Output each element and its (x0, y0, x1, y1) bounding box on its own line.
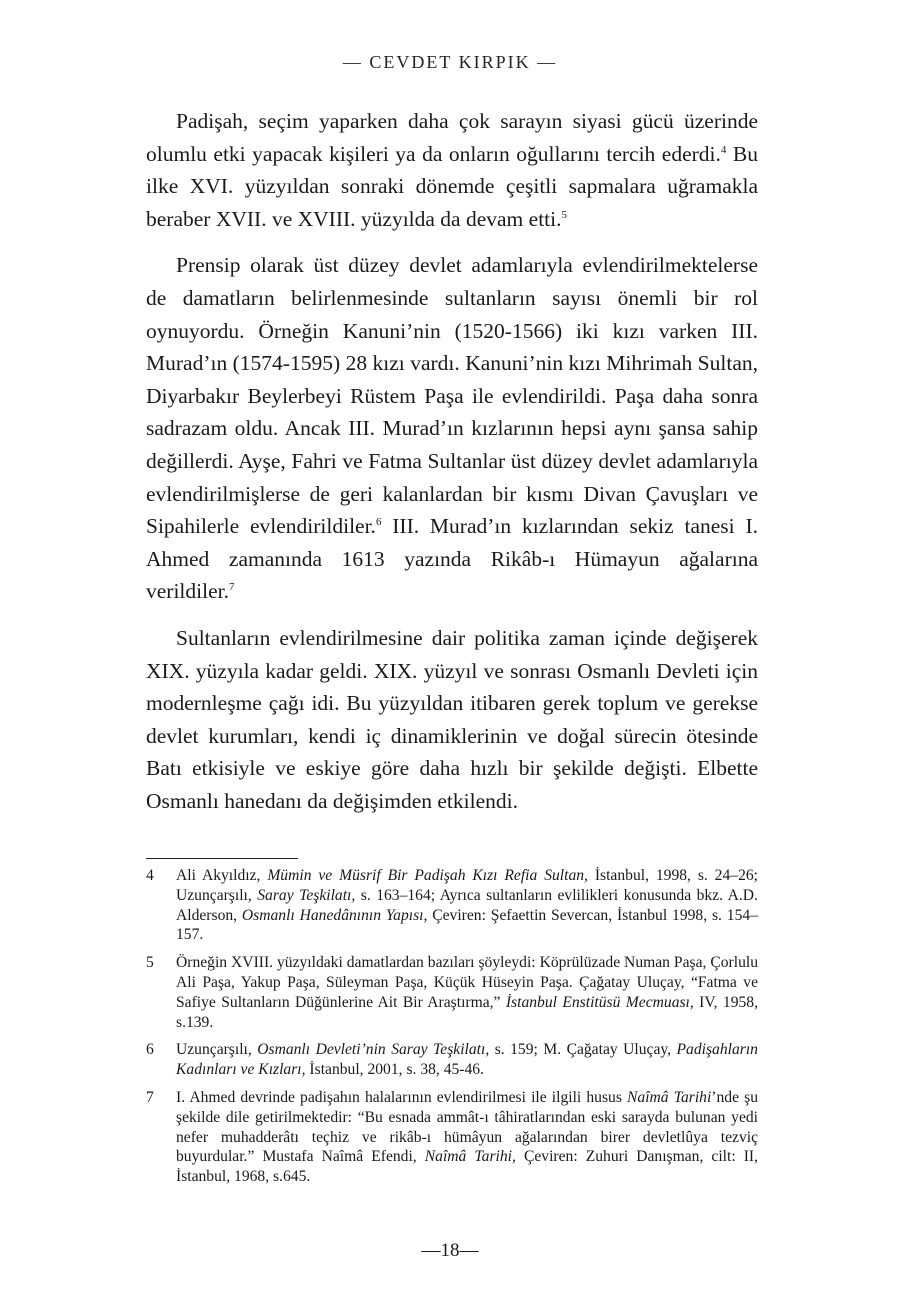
footnote-segment: s. 159; M. Çağatay Uluçay, (489, 1041, 677, 1059)
footnote-title: Naîmâ Tarihi, (424, 1148, 516, 1166)
footnote-number: 5 (146, 954, 154, 972)
paragraph-text: Sultanların evlendirilmesine dair politika zaman içinde değişerek XIX. yüzyıla kadar geldi. XIX. yüzyıl ve sonrası Osmanlı Devleti için modernleşme çağı idi. Bu yüzyıldan itibaren gerek toplum ve gerekse devlet kurumları, kendi iç dinamiklerinin ve doğal sürecin ötesinde Batı etkisiyle ve eskiye göre daha hızlı bir şekilde değişti. Elbette Osmanlı hanedanı da değişimden etkilendi. (146, 625, 758, 813)
footnote-segment: s. 163–164; Ayrıca sultanların evlilikleri konusunda bkz. A.D. Alderson, (176, 886, 758, 924)
footnote-title: Osmanlı Devleti’nin Saray Teşkilatı, (257, 1041, 490, 1059)
running-head: — CEVDET KIRPIK — (342, 52, 558, 72)
footnote-title: Mümin ve Müsrif Bir Padişah Kızı Refia Sultan, (267, 867, 588, 884)
footnote-title: İstanbul Enstitüsü Mecmuası, (505, 993, 694, 1011)
footnote-ref: 4 (720, 143, 727, 156)
paragraph-text: Prensip olarak üst düzey devlet adamlarıyla evlendirilmektelerse de damatların belirlenmesinde sultanların sayısı önemli bir rol oynuyordu. Örneğin Kanuni’nin (1520-1566) iki kızı varken III. Murad’ın (1574-1595) 28 kızı vardı. Kanuni’nin kızı Mihrimah Sultan, Diyarbakır Beylerbeyi Rüstem Paşa ile evlendirildi. Paşa daha sonra sadrazam oldu. Ancak III. Murad’ın kızlarının hepsi aynı şansa sahip değillerdi. Ayşe, Fahri ve Fatma Sultanlar üst düzey devlet adamlarıyla evlendirilmişlerse de geri kalanlardan bir kısmı Divan Çavuşları ve Sipahilerle evlendirildiler. (146, 253, 758, 539)
paragraph-1 (146, 105, 758, 235)
footnote-segment: IV, 1958, s.139. (176, 993, 759, 1031)
footnote-6 (146, 1040, 758, 1080)
body-text (146, 105, 758, 831)
footnote-segment: Çeviren: Şefaettin Severcan, İstanbul 1998, s. 154–157. (176, 906, 758, 944)
paragraph-text: Bu ilke XVI. yüzyıldan sonraki dönemde çeşitli sapmalara uğramakla beraber XVII. ve XVIII. yüzyılda da devam etti. (146, 141, 758, 231)
footnote-segment: Uzunçarşılı, (176, 1041, 258, 1059)
footnote-ref: 6 (375, 515, 382, 528)
footnote-segment: I. Ahmed devrinde padişahın halalarının evlendirilmesi ile ilgili husus (176, 1088, 628, 1106)
footnote-segment: Örneğin XVIII. yüzyıldaki damatlardan bazıları şöyleydi: Köprülüzade Numan Paşa, Çorlulu Ali Paşa, Yakup Paşa, Süleyman Paşa, Küçük Hüseyin Paşa. Çağatay Uluçay, “Fatma ve Safiye Sultanların Düğünlerine Ait Bir Araştırma,” (176, 954, 758, 1011)
footnote-segment: İstanbul, 1998, s. 24–26; Uzunçarşılı, (176, 867, 758, 904)
footnote-text (176, 953, 758, 1032)
footnote-title: Saray Teşkilatı, (257, 886, 356, 904)
footnote-segment: Ali Akyıldız, (176, 867, 268, 884)
footnote-segment: Çeviren: Zuhuri Danışman, cilt: II, İstanbul, 1968, s.645. (176, 1148, 759, 1186)
footnote-7 (146, 1088, 758, 1187)
footnote-divider (146, 858, 298, 859)
footnote-number: 7 (146, 1088, 154, 1106)
footnote-5 (146, 953, 758, 1032)
footnote-text (176, 1088, 758, 1187)
footnote-number: 6 (146, 1041, 154, 1059)
paragraph-text: III. Murad’ın kızlarından sekiz tanesi I. Ahmed zamanında 1613 yazında Rikâb-ı Hümayun ağalarına verildiler. (146, 514, 758, 604)
footnote-title: Osmanlı Hanedânının Yapısı, (241, 906, 428, 924)
footnote-4 (146, 866, 758, 945)
paragraph-2 (146, 249, 758, 608)
paragraph-text: Padişah, seçim yaparken daha çok sarayın siyasi gücü üzerinde olumlu etki yapacak kişileri ya da onların oğullarını tercih ederdi. (146, 109, 758, 166)
footnote-title: Naîmâ Tarihi (627, 1088, 712, 1106)
footnote-ref: 5 (561, 208, 567, 221)
footnote-text (176, 866, 758, 945)
paragraph-3 (146, 622, 758, 818)
footnote-ref: 7 (229, 581, 235, 594)
footnote-segment: İstanbul, 2001, s. 38, 45-46. (305, 1061, 484, 1079)
footnotes (146, 866, 758, 1195)
footnote-text (176, 1040, 758, 1080)
footnote-title: Padişahların Kadınları ve Kızları, (176, 1041, 758, 1079)
footnote-number: 4 (146, 867, 154, 884)
footnote-segment: ’nde şu şekilde dile getirilmektedir: “Bu esnada ammât-ı tâhiratlarından eski sarayda bulunan yedi nefer muhadderâtı teçhiz ve rikâb-ı hümâyun ağalarından birer devletlûya tezviç buyurdular.” Mustafa Naîmâ Efendi, (176, 1088, 758, 1166)
page-number: —18— (421, 1240, 479, 1261)
